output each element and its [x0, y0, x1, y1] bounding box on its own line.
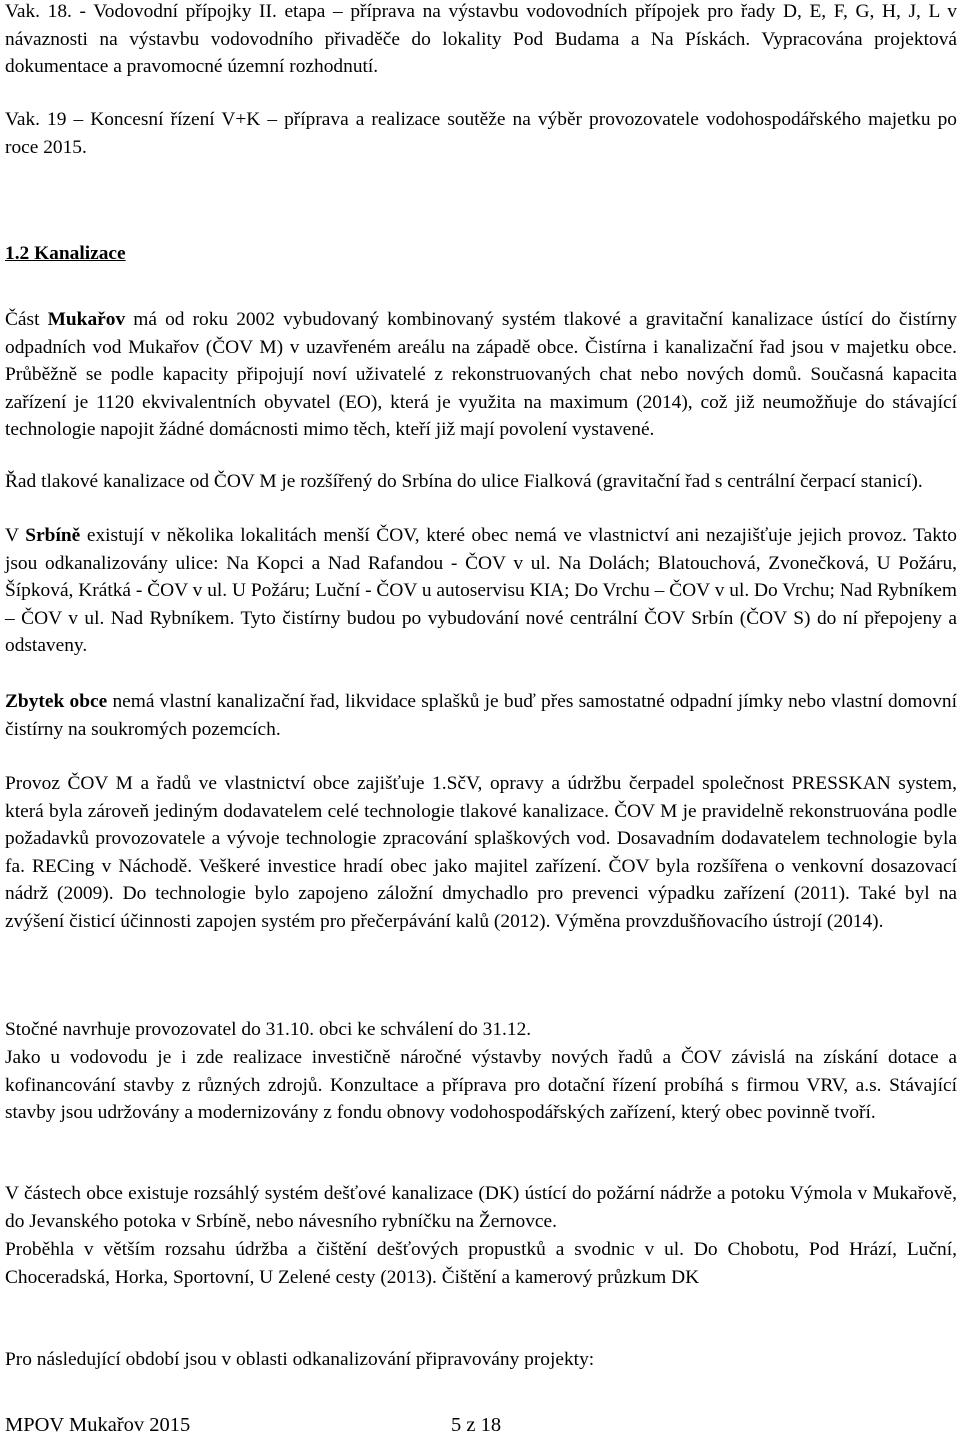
text-run: Část — [5, 309, 48, 330]
paragraph-sewage-fee: Stočné navrhuje provozovatel do 31.10. obci ke schválení do 31.12. — [5, 1019, 532, 1040]
paragraph-projects-intro: Pro následující období jsou v oblasti odkanalizování připravovány projekty: — [5, 1349, 595, 1370]
paragraph-rest-of-village — [5, 688, 957, 743]
text-run: V — [5, 525, 26, 546]
text-run: má od roku 2002 vybudovaný kombinovaný systém tlakové a gravitační kanalizace ústící do čistírny odpadních vod Mukařov (ČOV M) v uzavřeném areálu na západě obce. Čistírna i kanalizační řad jsou v majetku obce. Průběžně se podle kapacity připojují noví uživatelé z rekonstruovaných chat nebo nových domů. Současná kapacita zařízení je 1120 ekvivalentních obyvatel (EO), která je využita na maximum (2014), což již neumožňuje do stávající technologie napojit žádné domácnosti mimo těch, kteří již mají povolení vystavené. — [5, 309, 957, 441]
text-run: existují v několika lokalitách menší ČOV, které obec nemá ve vlastnictví ani nezajišťuje jejich provoz. Takto jsou odkanalizovány ulice: Na Kopci a Nad Rafandou - ČOV v ul. Na Dolách; Blatouchová, Zvonečková, U Požáru, Šípková, Krátká - ČOV v ul. U Požáru; Luční - ČOV u autoservisu KIA; Do Vrchu – ČOV v ul. Do Vrchu; Nad Rybníkem – ČOV v ul. Nad Rybníkem. Tyto čistírny budou po vybudování nové centrální ČOV Srbín (ČOV S) do ní přepojeny a odstaveny. — [5, 525, 957, 657]
paragraph-operation: Provoz ČOV M a řadů ve vlastnictví obce zajišťuje 1.SčV, opravy a údržbu čerpadel společnost PRESSKAN system, která byla zároveň jediným dodavatelem celé technologie tlakové kanalizace. ČOV M je pravidelně rekonstruována podle požadavků provozovatele a vývoje technologie zpracování splaškových vod. Dosavadním dodavatelem technologie byla fa. RECing v Náchodě. Veškeré investice hradí obec jako majitel zařízení. ČOV byla rozšířena o venkovní dosazovací nádrž (2009). Do technologie bylo zapojeno záložní dmychadlo pro prevenci výpadku zařízení (2011). Také byl na zvýšení čisticí účinnosti zapojen systém pro přečerpávání kalů (2012). Výměna provzdušňovacího ústrojí (2014). — [5, 773, 957, 932]
bold-term: Zbytek obce — [5, 691, 108, 712]
paragraph-maintenance: Proběhla v větším rozsahu údržba a čištění dešťových propustků a svodnic v ul. Do Chobotu, Pod Hrází, Luční, Choceradská, Horka, Sportovní, U Zelené cesty (2013). Čištění a kamerový průzkum DK — [5, 1239, 957, 1288]
footer-document-title: MPOV Mukařov 2015 — [5, 1414, 191, 1436]
page-footer — [5, 1412, 502, 1438]
paragraph-investments: Jako u vodovodu je i zde realizace investičně náročné výstavby nových řadů a ČOV závislá na získání dotace a kofinancování stavby z různých zdrojů. Konzultace a příprava pro dotační řízení probíhá s firmou VRV, a.s. Stávající stavby jsou udržovány a modernizovány z fondu obnovy vodohospodářských zařízení, který obec povinně tvoří. — [5, 1047, 957, 1124]
text-run: nemá vlastní kanalizační řad, likvidace splašků je buď přes samostatné odpadní jímky nebo vlastní domovní čistírny na soukromých pozemcích. — [5, 691, 957, 740]
paragraph-srbin — [5, 522, 957, 660]
bold-term: Mukařov — [47, 309, 126, 330]
bold-term: Srbíně — [25, 525, 81, 546]
footer-page-number: 5 z 18 — [451, 1414, 502, 1436]
paragraph-storm-sewer: V částech obce existuje rozsáhlý systém dešťové kanalizace (DK) ústící do požární nádrže a potoku Výmola v Mukařově, do Jevanského potoka v Srbíně, nebo návesního rybníčku na Žernovce. — [5, 1183, 957, 1232]
paragraph-mukarov-system — [5, 306, 957, 444]
paragraph-pressure-sewer: Řad tlakové kanalizace od ČOV M je rozšířený do Srbína do ulice Fialková (gravitační řad s centrální čerpací stanicí). — [5, 471, 923, 492]
paragraph-vak-18: Vak. 18. - Vodovodní přípojky II. etapa – příprava na výstavbu vodovodních přípojek pro řady D, E, F, G, H, J, L v návaznosti na výstavbu vodovodního přivaděče do lokality Pod Budama a Na Pískách. Vypracována projektová dokumentace a pravomocné územní rozhodnutí. — [5, 1, 957, 78]
paragraph-vak-19: Vak. 19 – Koncesní řízení V+K – příprava a realizace soutěže na výběr provozovatele vodohospodářského majetku po roce 2015. — [5, 109, 957, 158]
section-heading: 1.2 Kanalizace — [5, 243, 126, 264]
